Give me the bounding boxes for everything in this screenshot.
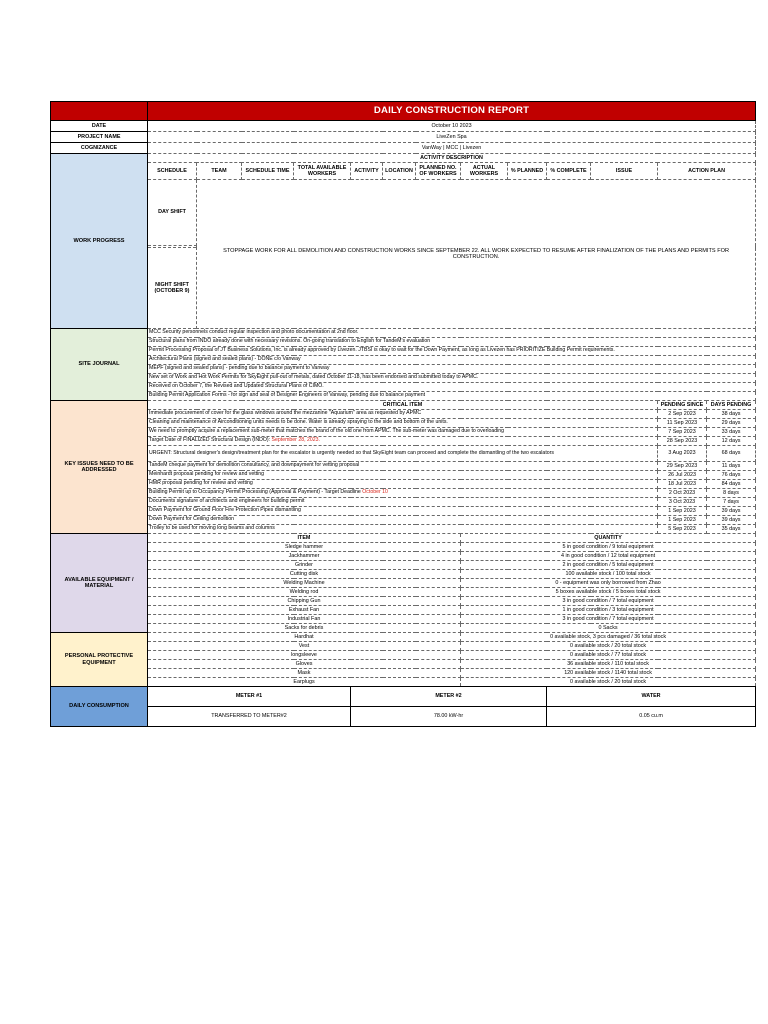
pending-since-header: PENDING SINCE xyxy=(658,401,707,410)
critical-item xyxy=(148,489,658,498)
column-header: TEAM xyxy=(197,163,242,180)
equipment-quantity: 0 Sacks xyxy=(461,624,756,633)
equipment-label: AVAILABLE EQUIPMENT / MATERIAL xyxy=(51,534,148,633)
journal-entry: Architectural Plans (signed and sealed plans) - DONE c/o Vanway xyxy=(148,356,756,365)
pending-since: 11 Sep 2023 xyxy=(658,419,707,428)
pending-since: 1 Sep 2023 xyxy=(658,507,707,516)
pending-since: 5 Sep 2023 xyxy=(658,525,707,534)
critical-item-text: HMR proposal pending for review and vetting xyxy=(149,480,253,487)
critical-item xyxy=(148,480,658,489)
water-header: WATER xyxy=(547,687,756,707)
days-pending: 35 days xyxy=(707,525,756,534)
column-header: SCHEDULE TIME xyxy=(242,163,294,180)
critical-item xyxy=(148,507,658,516)
column-header: ACTION PLAN xyxy=(658,163,756,180)
days-pending: 33 days xyxy=(707,428,756,437)
equipment-item: Cutting disk xyxy=(148,570,461,579)
critical-item xyxy=(148,428,658,437)
column-header: SCHEDULE xyxy=(148,163,197,180)
equipment-quantity: 4 in good condition / 12 total equipment xyxy=(461,552,756,561)
critical-item-text: URGENT: Structural designer's design/treatment plan for the escalator is urgently needed so that SkyEight team can proceed and complete the dismantling of the two escalators xyxy=(149,449,554,456)
date-label: DATE xyxy=(51,121,148,132)
critical-item-text: Immediate procurement of cover for the glass windows around the mezzanine "Aquarium" area as requested by APMC xyxy=(149,410,422,417)
equipment-item: Sacks for debris xyxy=(148,624,461,633)
equipment-item: Industrial Fan xyxy=(148,615,461,624)
cognizance-value: VanWay | MCC | Livezen xyxy=(148,143,756,154)
days-pending: 38 days xyxy=(707,410,756,419)
ppe-item: longsleeve xyxy=(148,651,461,660)
meter-1-header: METER #1 xyxy=(148,687,351,707)
daily-consumption-label: DAILY CONSUMPTION xyxy=(51,687,148,727)
activity-description-header: ACTIVITY DESCRIPTION xyxy=(148,154,756,163)
equipment-item: Sledge hammer xyxy=(148,543,461,552)
pending-since: 2 Oct 2023 xyxy=(658,489,707,498)
column-header: ISSUE xyxy=(591,163,658,180)
critical-item xyxy=(148,462,658,471)
equipment-item: Welding Machine xyxy=(148,579,461,588)
equipment-item: Welding rod xyxy=(148,588,461,597)
days-pending: 39 days xyxy=(707,516,756,525)
water-value: 0.05 cu.m xyxy=(547,707,756,727)
ppe-quantity: 0 available stock, 3 pcs damaged / 36 total stock xyxy=(461,633,756,642)
key-issues-label: KEY ISSUES NEED TO BE ADDRESSED xyxy=(51,401,148,534)
report-sheet xyxy=(50,101,752,727)
cognizance-label: COGNIZANCE xyxy=(51,143,148,154)
ppe-quantity: 120 available stock / 1140 total stock xyxy=(461,669,756,678)
days-pending-header: DAYS PENDING xyxy=(707,401,756,410)
critical-item-deadline: October 10 xyxy=(362,489,388,496)
pending-since: 1 Sep 2023 xyxy=(658,516,707,525)
ppe-quantity: 36 available stock / 110 total stock xyxy=(461,660,756,669)
pending-since: 26 Jul 2023 xyxy=(658,471,707,480)
pending-since: 3 Oct 2023 xyxy=(658,498,707,507)
days-pending: 39 days xyxy=(707,507,756,516)
work-stoppage-note: STOPPAGE WORK FOR ALL DEMOLITION AND CONSTRUCTION WORKS SINCE SEPTEMBER 22. ALL WORK EXPECTED TO RESUME AFTER FINALIZATION OF THE PLANS AND PERMITS FOR CONSTRUCTION. xyxy=(197,180,756,329)
critical-item-text: Building Permit up to Occupancy Permit Processing (Approval & Payment) - Target Deadline xyxy=(149,489,363,496)
journal-entry: Received on October 7, the Revised and Updated Structural Plans of CIMO. xyxy=(148,383,756,392)
critical-item-text: We need to promptly acquire a replacement sub-meter that matches the brand of the old one from APMC. The sub-meter was damaged due to overloading xyxy=(149,428,505,435)
equipment-quantity: 100 available stock / 100 total stock xyxy=(461,570,756,579)
ppe-quantity: 0 available stock / 20 total stock xyxy=(461,678,756,687)
equipment-quantity: 5 boxes available stock / 5 boxes total stock xyxy=(461,588,756,597)
report-table xyxy=(50,101,756,727)
days-pending: 76 days xyxy=(707,471,756,480)
night-shift-label: NIGHT SHIFT (OCTOBER 9) xyxy=(148,248,197,329)
critical-item-text: Cleaning and maintenance of Airconditioning units needs to be done. Water is already spraying to the side and bottom of the units. xyxy=(149,419,448,426)
report-title: DAILY CONSTRUCTION REPORT xyxy=(148,102,756,121)
equipment-quantity: 2 in good condition / 5 total equipment xyxy=(461,561,756,570)
meter-2-value: 78.00 kW-hr xyxy=(351,707,547,727)
critical-item-header: CRITICAL ITEM xyxy=(148,401,658,410)
equipment-quantity: 3 in good condition / 7 total equipment xyxy=(461,597,756,606)
date-value: October 10 2023 xyxy=(148,121,756,132)
column-header: TOTAL AVAILABLE WORKERS xyxy=(294,163,351,180)
column-header: ACTUAL WORKERS xyxy=(461,163,508,180)
title-left-cell xyxy=(51,102,148,121)
critical-item-text: Meinhardt proposal pending for review and vetting xyxy=(149,471,265,478)
critical-item-text: Trolley to be used for moving long beams and columns xyxy=(149,525,275,532)
days-pending: 84 days xyxy=(707,480,756,489)
equipment-quantity-header: QUANTITY xyxy=(461,534,756,543)
journal-entry: New set of Work and Hot Work Permits for SkyEight pull-out of metals, dated October 11-18, has been endorsed and submitted today to APMC. xyxy=(148,374,756,383)
equipment-item: Chipping Gun xyxy=(148,597,461,606)
ppe-item: Vest xyxy=(148,642,461,651)
critical-item xyxy=(148,471,658,480)
column-header: LOCATION xyxy=(383,163,416,180)
critical-item-text: Down Payment for Ceiling demolition xyxy=(149,516,235,523)
pending-since: 7 Sep 2023 xyxy=(658,428,707,437)
days-pending: 11 days xyxy=(707,462,756,471)
equipment-quantity: 1 in good condition / 3 total equipment xyxy=(461,606,756,615)
journal-entry: Permit Processing Proposal of JT Business Solutions, Inc. is already approved by Livezen. JTBSI is okay to wait for the Down Payment, as long as Livezen has PRIORITIZE Building Permit requirements. xyxy=(148,347,756,356)
equipment-item: Grinder xyxy=(148,561,461,570)
ppe-quantity: 0 available stock / 77 total stock xyxy=(461,651,756,660)
ppe-item: Mask xyxy=(148,669,461,678)
journal-entry: Building Permit Application Forms - for sign and seal of Designer Engineers of Vanway, pending due to balance payment xyxy=(148,392,756,401)
days-pending: 68 days xyxy=(707,446,756,462)
project-name-value: LiveZen Spa xyxy=(148,132,756,143)
equipment-quantity: 3 in good condition / 7 total equipment xyxy=(461,615,756,624)
journal-entry: MEPF (signed and sealed plans) - pending due to balance payment to Vanway xyxy=(148,365,756,374)
ppe-quantity: 0 available stock / 20 total stock xyxy=(461,642,756,651)
journal-entry: Structural plans from INDO already done with necessary revisions. On-going translation to English for TandeM's evaluation xyxy=(148,338,756,347)
critical-item-text: Documents signature of architects and engineers for building permit xyxy=(149,498,305,505)
critical-item-text: Down Payment for Ground Floor Fire Protection Pipes dismantling xyxy=(149,507,301,514)
equipment-item-header: ITEM xyxy=(148,534,461,543)
ppe-item: Hardhat xyxy=(148,633,461,642)
critical-item xyxy=(148,437,658,446)
days-pending: 8 days xyxy=(707,489,756,498)
ppe-label: PERSONAL PROTECTIVE EQUIPMENT xyxy=(51,633,148,687)
column-header: ACTIVITY xyxy=(351,163,383,180)
pending-since: 3 Aug 2023 xyxy=(658,446,707,462)
equipment-quantity: 0 - equipment was only borrowed from Zhao xyxy=(461,579,756,588)
work-progress-label: WORK PROGRESS xyxy=(51,154,148,329)
days-pending: 12 days xyxy=(707,437,756,446)
critical-item xyxy=(148,525,658,534)
ppe-item: Gloves xyxy=(148,660,461,669)
column-header: PLANNED NO. OF WORKERS xyxy=(416,163,461,180)
critical-item-text: Target Date of FINALIZED Structural Design (INDO): xyxy=(149,437,272,444)
equipment-quantity: 5 in good condition / 9 total equipment xyxy=(461,543,756,552)
ppe-item: Earplugs xyxy=(148,678,461,687)
project-name-label: PROJECT NAME xyxy=(51,132,148,143)
pending-since: 29 Sep 2023 xyxy=(658,462,707,471)
pending-since: 2 Sep 2023 xyxy=(658,410,707,419)
meter-1-value: TRANSFERRED TO METER#2 xyxy=(148,707,351,727)
equipment-item: Exhaust Fan xyxy=(148,606,461,615)
column-header: % COMPLETE xyxy=(547,163,591,180)
critical-item xyxy=(148,498,658,507)
column-header: % PLANNED xyxy=(508,163,547,180)
critical-item-text: TandeM cheque payment for demolition consultancy, and downpayment for vetting proposal xyxy=(149,462,360,469)
equipment-item: Jackhammer xyxy=(148,552,461,561)
critical-item xyxy=(148,446,658,462)
site-journal-label: SITE JOURNAL xyxy=(51,329,148,401)
critical-item xyxy=(148,516,658,525)
meter-2-header: METER #2 xyxy=(351,687,547,707)
journal-entry: MCC Security personnels conduct regular inspection and photo documentation at 2nd floor. xyxy=(148,329,756,338)
pending-since: 28 Sep 2023 xyxy=(658,437,707,446)
critical-item-deadline: September 28, 2023. xyxy=(271,437,320,444)
days-pending: 7 days xyxy=(707,498,756,507)
pending-since: 18 Jul 2023 xyxy=(658,480,707,489)
critical-item xyxy=(148,410,658,419)
critical-item xyxy=(148,419,658,428)
days-pending: 29 days xyxy=(707,419,756,428)
day-shift-label: DAY SHIFT xyxy=(148,180,197,246)
